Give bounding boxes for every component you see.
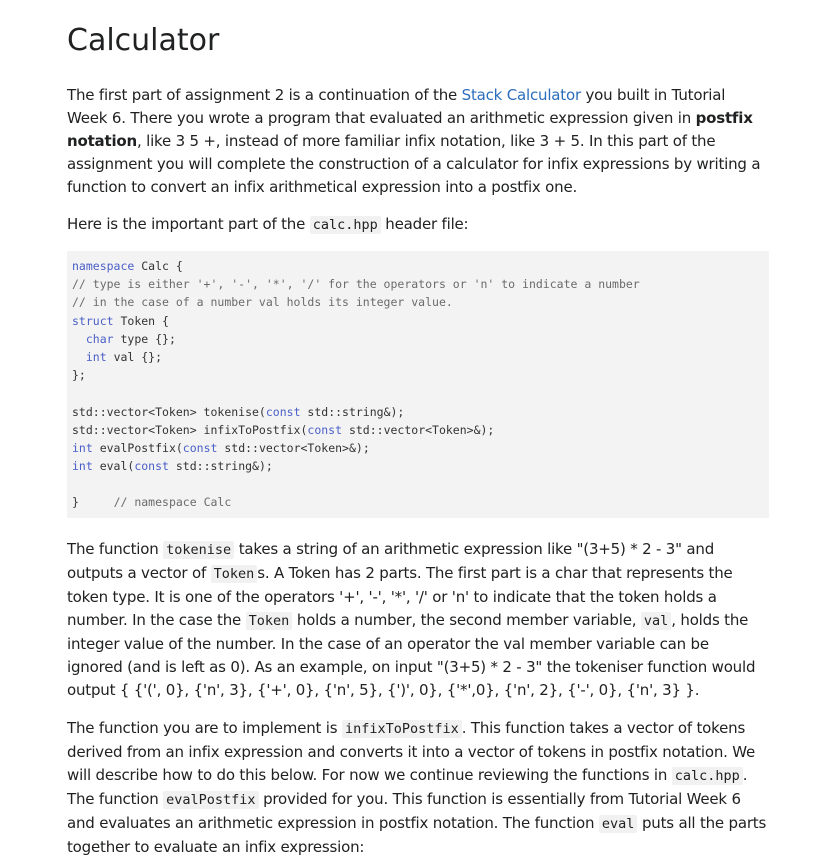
code-keyword: int [72, 459, 93, 474]
tokenise-paragraph [67, 538, 769, 702]
code-keyword: const [134, 459, 169, 474]
inline-code: tokenise [163, 541, 234, 559]
code-line [72, 457, 764, 475]
code-text: Calc { [134, 259, 183, 273]
code-comment: // namespace Calc [113, 495, 232, 510]
text: The first part of assignment 2 is a continuation of the [67, 86, 462, 104]
inline-code: calc.hpp [672, 767, 743, 785]
code-line [72, 348, 764, 366]
code-text: val {}; [106, 349, 163, 364]
text: Here is the important part of the [67, 215, 310, 233]
text: provided for you. This function is essentially from Tutorial Week 6 and evaluates an arithmetic expression in postfix notation. The function [67, 789, 741, 832]
code-keyword: int [85, 349, 107, 364]
code-text: type {}; [113, 331, 176, 346]
bold-text: postfix notation [67, 109, 753, 150]
text: you built in Tutorial Week 6. There you wrote a program that evaluated an arithmetic expression given in [67, 86, 726, 127]
code-text: Token { [113, 313, 169, 328]
text: puts all the parts together to evaluate an infix expression: [67, 813, 767, 856]
inline-code: eval [599, 815, 638, 833]
code-block [67, 251, 769, 518]
inline-code: val [641, 612, 671, 630]
inline-code: Token [211, 565, 258, 583]
text: , like 3 5 +, instead of more familiar infix notation, like 3 + 5. In this part of the assignment you will complete the construction of a calculator for infix expressions by writing a function to convert an infix arithmetical expression into a postfix one. [67, 132, 761, 196]
text: The function [67, 539, 164, 558]
code-keyword: int [72, 440, 93, 455]
code-line [72, 330, 764, 348]
code-text: std::vector<Token>&); [217, 440, 370, 455]
inline-code: Token [246, 612, 293, 630]
article-content [67, 14, 769, 859]
code-keyword: char [85, 331, 114, 346]
code-text: eval( [92, 459, 135, 474]
code-comment: // in the case of a number val holds its integer value. [72, 295, 453, 310]
code-keyword: const [265, 404, 301, 419]
text: holds a number, the second member variable, [292, 610, 641, 629]
code-line [72, 403, 764, 421]
code-text: } [72, 495, 79, 510]
code-text: std::vector<Token>&); [342, 422, 495, 437]
code-text: std::vector<Token> infixToPostfix( [72, 422, 308, 437]
code-line [72, 421, 764, 439]
text: , holds the integer value of the number. In the case of an operator the val member variable can be ignored (and is left as 0). As an example, on input "(3+5) * 2 - 3" the tokeniser function would output { {'(', 0}, {'n', 3}, {'+', 0}, {'n', 5}, {')', 0}, {'*',0}, {'n', 2}, {'-', 0}, {'n', 3} }. [67, 610, 756, 699]
code-line: }; [72, 368, 86, 383]
code-keyword: namespace [72, 259, 135, 273]
code-line [72, 312, 764, 330]
inline-code: infixToPostfix [342, 720, 462, 738]
code-line [72, 257, 764, 275]
page-title: Calculator [67, 23, 220, 58]
text: . This function takes a vector of tokens derived from an infix expression and converts it into a vector of tokens in postfix notation. We will describe how to do this below. For now we continue reviewing the functions in [67, 718, 756, 784]
infix-to-postfix-paragraph [67, 717, 769, 859]
code-comment: // type is either '+', '-', '*', '/' for the operators or 'n' to indicate a number [72, 277, 640, 292]
text: header file: [380, 215, 469, 233]
header-file-paragraph [67, 213, 769, 237]
inline-code: calc.hpp [310, 216, 381, 234]
code-line [72, 439, 764, 457]
code-line [72, 493, 764, 511]
code-text: std::string&); [168, 459, 273, 474]
code-text: std::string&); [300, 404, 405, 419]
code-keyword: struct [72, 313, 114, 328]
code-blank-line [72, 384, 764, 402]
text: s. A Token has 2 parts. The first part is a char that represents the token type. It is one of the operators '+', '-', '*', '/' or 'n' to indicate that the token holds a number. In the case the [67, 563, 733, 629]
intro-paragraph [67, 84, 769, 199]
text: The function you are to implement is [67, 718, 342, 737]
code-text: evalPostfix( [92, 440, 183, 455]
code-text: std::vector<Token> tokenise( [72, 404, 266, 419]
code-blank-line [72, 475, 764, 493]
inline-code: evalPostfix [163, 791, 258, 809]
text: . The function [67, 765, 748, 808]
code-keyword: const [307, 422, 343, 437]
code-keyword: const [182, 440, 218, 455]
text: takes a string of an arithmetic expression like "(3+5) * 2 - 3" and outputs a vector of [67, 539, 715, 582]
stack-calculator-link[interactable]: Stack Calculator [461, 86, 581, 104]
